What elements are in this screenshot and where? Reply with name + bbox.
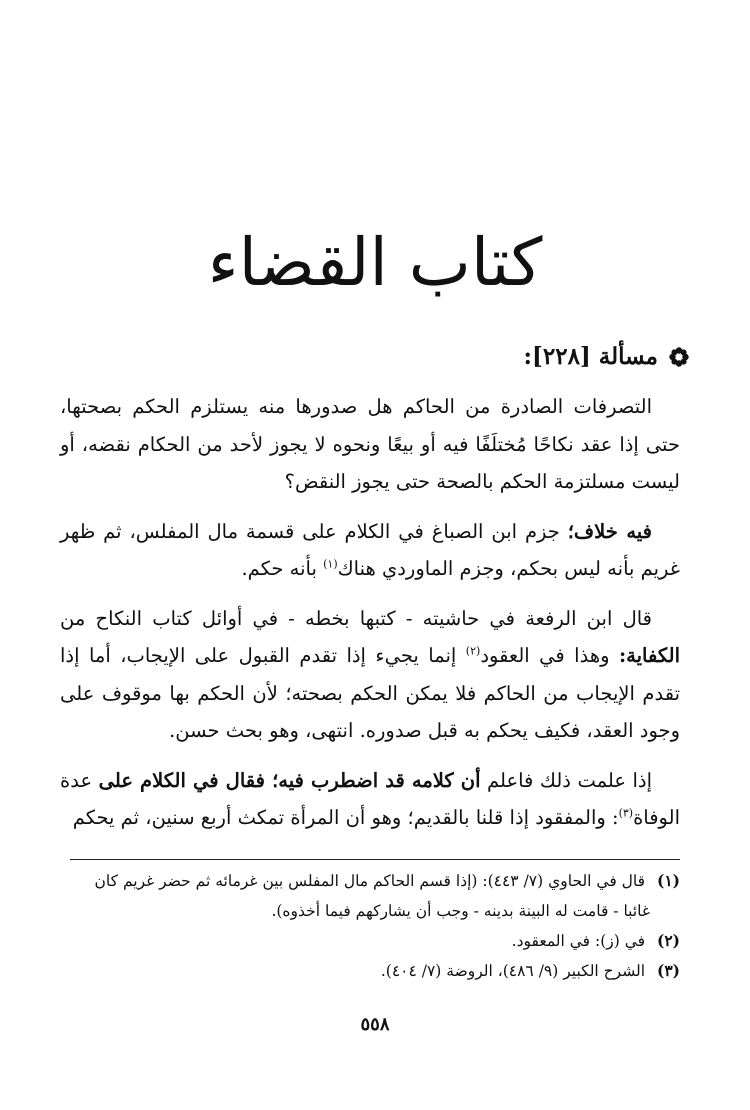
paragraph-text: جزم ابن الصباغ في الكلام على قسمة مال المفلس، ثم ظهر غريم بأنه ليس بحكم، وجزم الماوردي هناك — [60, 519, 680, 580]
paragraph-text: : والمفقود إذا قلنا بالقديم؛ وهو أن المرأة تمكث أربع سنين، ثم يحكم — [72, 806, 619, 829]
paragraph-text: قال ابن الرفعة في حاشيته - كتبها بخطه - في أوائل كتاب النكاح من — [60, 606, 652, 630]
footnotes — [60, 866, 680, 986]
footnote-ref-1[interactable]: (١) — [323, 557, 338, 571]
footnote-number: (٣) — [656, 961, 680, 980]
footnote-divider — [70, 859, 680, 860]
footnote-text: غائبا - قامت له البينة بدينه - وجب أن يشاركهم فيما أخذوه). — [271, 902, 650, 920]
flower-ornament-icon — [668, 346, 690, 368]
footnote-number: (٢) — [656, 931, 680, 950]
chapter-title: كتاب القضاء — [207, 224, 543, 301]
footnote-ref-3[interactable]: (٣) — [618, 806, 634, 820]
issue-heading — [60, 340, 690, 374]
footnote-3 — [60, 956, 680, 986]
paragraph-text: بأنه حكم. — [241, 557, 324, 580]
page-number: ٥٥٨ — [360, 1014, 390, 1035]
issue-label: مسألة [٢٢٨]: — [523, 343, 658, 370]
footnote-1 — [60, 866, 680, 926]
footnote-text: قال في الحاوي (٧/ ٤٤٣): (إذا قسم الحاكم مال المفلس بين غرمائه ثم حضر غريم كان — [94, 872, 646, 890]
bold-phrase: الكفاية: — [618, 644, 680, 667]
footnote-2 — [60, 926, 680, 956]
bold-phrase: فيه خلاف؛ — [567, 519, 652, 543]
paragraph-text: إذا علمت ذلك فاعلم — [480, 768, 652, 792]
footnote-number: (١) — [656, 871, 680, 890]
footnote-text: في (ز): في المعقود. — [511, 932, 646, 950]
paragraph-3 — [60, 600, 680, 750]
paragraph-2 — [60, 513, 680, 588]
main-text — [60, 388, 680, 849]
paragraph-text: إنما يجيء إذا تقدم القبول على الإيجاب، أما إذا تقدم الإيجاب من الحاكم فلا يمكن الحكم بصحته؛ لأن الحكم بها موقوف على وجود العقد، فكيف يحكم به قبل صدوره. انتهى، وهو بحث حسن. — [60, 644, 680, 742]
paragraph-4 — [60, 762, 680, 837]
footnote-text: الشرح الكبير (٩/ ٤٨٦)، الروضة (٧/ ٤٠٤). — [380, 962, 646, 980]
paragraph-1: التصرفات الصادرة من الحاكم هل صدورها منه يستلزم الحكم بصحتها، حتى إذا عقد نكاحًا مُختلَفًا فيه أو بيعًا ونحوه لا يجوز لأحد من الحكام نقضه، أو ليست مسلتزمة الحكم بالصحة حتى يجوز النقض؟ — [60, 395, 680, 493]
bold-phrase: أن كلامه قد اضطرب فيه؛ فقال في الكلام على — [98, 768, 481, 792]
paragraph-text: وهذا في العقود — [480, 644, 619, 667]
footnote-ref-2[interactable]: (٢) — [465, 644, 481, 658]
paragraph-text: عدة الوفاة — [60, 768, 680, 829]
